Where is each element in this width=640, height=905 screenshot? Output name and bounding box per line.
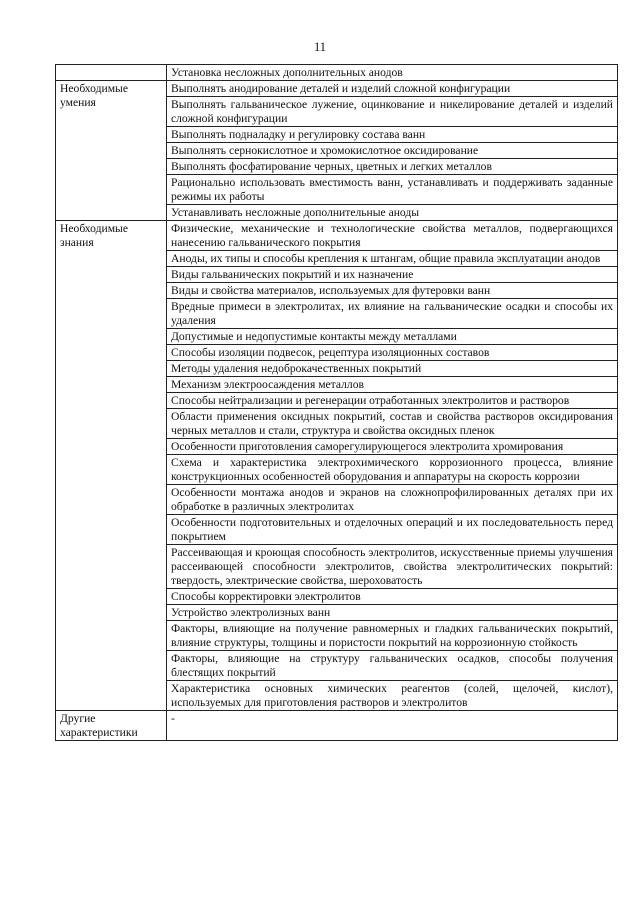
item-cell: Рационально использовать вместимость ванн, устанавливать и поддерживать заданные режимы их работы [167, 175, 618, 205]
table-row [56, 81, 618, 97]
category-cell: Другие характеристики [56, 711, 167, 741]
item-cell: Устройство электролизных ванн [167, 605, 618, 621]
item-cell: Выполнять анодирование деталей и изделий сложной конфигурации [167, 81, 618, 97]
item-cell: Устанавливать несложные дополнительные аноды [167, 205, 618, 221]
item-cell: Вредные примеси в электролитах, их влияние на гальванические осадки и способы их удаления [167, 299, 618, 329]
item-cell: - [167, 711, 618, 741]
item-cell: Выполнять гальваническое лужение, оцинкование и никелирование деталей и изделий сложной конфигурации [167, 97, 618, 127]
qualification-table [55, 64, 618, 741]
table-row [56, 221, 618, 251]
item-cell: Схема и характеристика электрохимического коррозионного процесса, влияние конструкционных особенностей оборудования и аппаратуры на скорость коррозии [167, 455, 618, 485]
item-cell: Выполнять фосфатирование черных, цветных и легких металлов [167, 159, 618, 175]
item-cell: Методы удаления недоброкачественных покрытий [167, 361, 618, 377]
item-cell: Выполнять подналадку и регулировку состава ванн [167, 127, 618, 143]
page-number: 11 [313, 40, 327, 54]
item-cell: Рассеивающая и кроющая способность электролитов, искусственные приемы улучшения рассеивающей способности электролитов, свойства электролитических покрытий: твердость, электрические свойства, шероховатость [167, 545, 618, 589]
item-cell: Факторы, влияющие на структуру гальванических осадков, способы получения блестящих покрытий [167, 651, 618, 681]
table-row [56, 65, 618, 81]
item-cell: Особенности приготовления саморегулирующегося электролита хромирования [167, 439, 618, 455]
table-row [56, 711, 618, 741]
item-cell: Особенности монтажа анодов и экранов на сложнопрофилированных деталях при их обработке в различных электролитах [167, 485, 618, 515]
category-cell [56, 65, 167, 81]
item-cell: Установка несложных дополнительных анодов [167, 65, 618, 81]
item-cell: Выполнять сернокислотное и хромокислотное оксидирование [167, 143, 618, 159]
item-cell: Допустимые и недопустимые контакты между металлами [167, 329, 618, 345]
item-cell: Аноды, их типы и способы крепления к штангам, общие правила эксплуатации анодов [167, 251, 618, 267]
item-cell: Виды гальванических покрытий и их назначение [167, 267, 618, 283]
item-cell: Способы нейтрализации и регенерации отработанных электролитов и растворов [167, 393, 618, 409]
item-cell: Характеристика основных химических реагентов (солей, щелочей, кислот), используемых для приготовления растворов и электролитов [167, 681, 618, 711]
category-cell: Необходимые умения [56, 81, 167, 221]
item-cell: Способы корректировки электролитов [167, 589, 618, 605]
item-cell: Способы изоляции подвесок, рецептура изоляционных составов [167, 345, 618, 361]
item-cell: Механизм электроосаждения металлов [167, 377, 618, 393]
item-cell: Факторы, влияющие на получение равномерных и гладких гальванических покрытий, влияние структуры, толщины и пористости покрытий на коррозионную стойкость [167, 621, 618, 651]
table-body [56, 65, 618, 741]
item-cell: Физические, механические и технологические свойства металлов, подвергающихся нанесению гальванического покрытия [167, 221, 618, 251]
category-cell: Необходимые знания [56, 221, 167, 711]
item-cell: Области применения оксидных покрытий, состав и свойства растворов оксидирования черных металлов и стали, структура и свойства оксидных пленок [167, 409, 618, 439]
item-cell: Особенности подготовительных и отделочных операций и их последовательность перед покрытием [167, 515, 618, 545]
item-cell: Виды и свойства материалов, используемых для футеровки ванн [167, 283, 618, 299]
